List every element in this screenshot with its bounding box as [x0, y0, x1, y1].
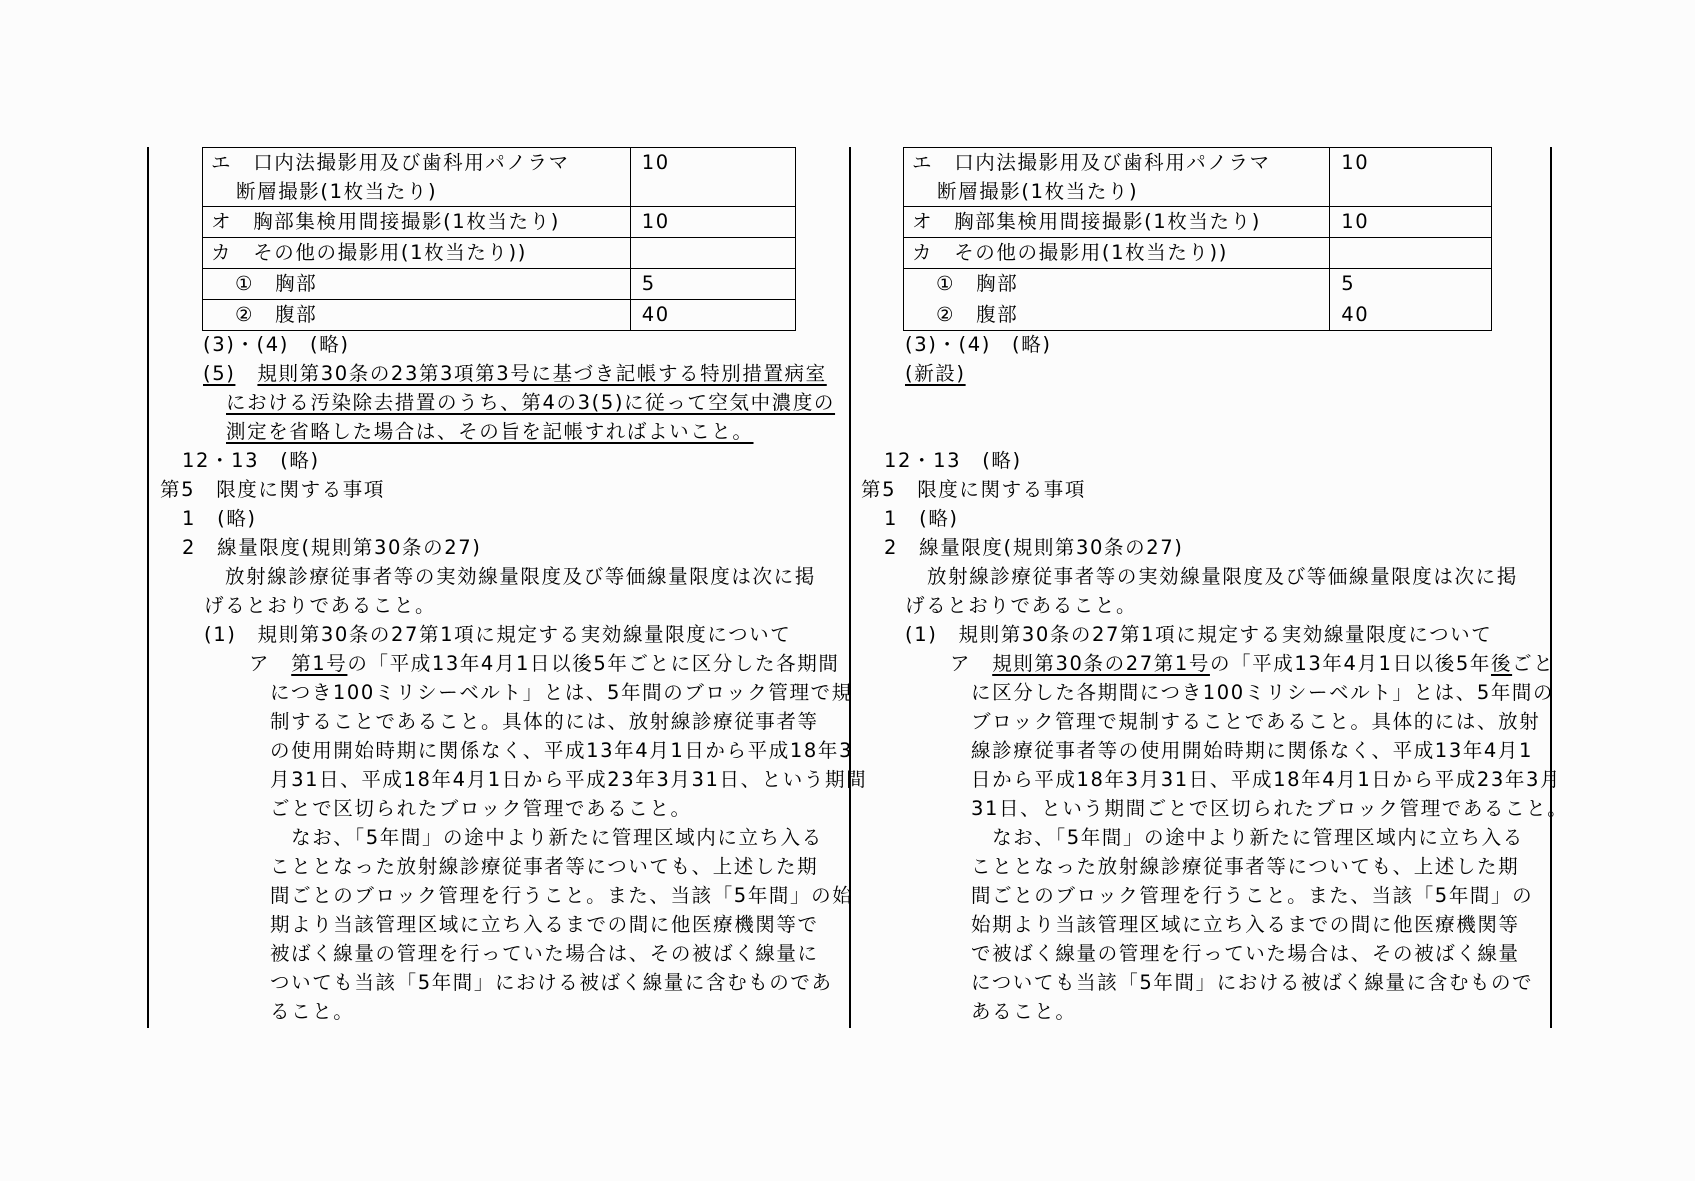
item-a-line: 被ばく線量の管理を行っていた場合は、その被ばく線量に: [270, 942, 819, 965]
row-label: カ その他の撮影用(1枚当たり)): [203, 238, 631, 269]
row-label: ① 胸部: [203, 269, 631, 300]
section-5-item-1: 1 (略): [182, 507, 257, 530]
item-a-line: 日から平成18年3月31日、平成18年4月1日から平成23年3月: [971, 768, 1562, 791]
item-a-end: ごと: [1512, 652, 1555, 675]
row-label: オ 胸部集検用間接撮影(1枚当たり): [904, 207, 1330, 238]
right-column-rule: [1550, 147, 1552, 1028]
item-5-text: 規則第30条の23第3項第3号に基づき記帳する特別措置病室: [257, 362, 827, 385]
item-a-line: につき100ミリシーベルト」とは、5年間のブロック管理で規: [270, 681, 853, 704]
section-5-title: 第5 限度に関する事項: [861, 478, 1087, 501]
item-a-line: あること。: [971, 1000, 1077, 1023]
table-row: [203, 269, 796, 300]
section-5-item-2: 2 線量限度(規則第30条の27): [884, 536, 1184, 559]
row-label-cont: 断層撮影(1枚当たり): [236, 180, 438, 203]
row-label-cont: 断層撮影(1枚当たり): [937, 180, 1139, 203]
item-a-line: に区分した各期間につき100ミリシーベルト」とは、5年間の: [971, 681, 1555, 704]
item-a-line: 間ごとのブロック管理を行うこと。また、当該「5年間」の: [971, 884, 1534, 907]
item-12-13: 12・13 (略): [182, 449, 320, 472]
row-value: 10: [1330, 207, 1492, 238]
item-a-line: ついても当該「5年間」における被ばく線量に含むものであ: [270, 971, 833, 994]
item-a-line: ること。: [270, 1000, 355, 1023]
right-dose-table: [903, 147, 1492, 331]
row-label: ① 胸部: [904, 269, 1330, 300]
item-a-line: についても当該「5年間」における被ばく線量に含むもので: [971, 971, 1534, 994]
left-column-rule: [147, 147, 149, 1028]
item-a-line1: [950, 649, 1554, 678]
item-5-line3: 測定を省略した場合は、その旨を記帳すればよいこと。: [226, 420, 754, 443]
row-value: 40: [1330, 300, 1492, 331]
table-row: [904, 207, 1492, 238]
table-row: [904, 238, 1492, 269]
item-3-4: (3)・(4) (略): [905, 333, 1052, 356]
table-row: [904, 148, 1492, 207]
intro-line-1: 放射線診療従事者等の実効線量限度及び等価線量限度は次に掲: [225, 565, 816, 588]
item-a-line: 制することであること。具体的には、放射線診療従事者等: [270, 710, 819, 733]
row-label: エ 口内法撮影用及び歯科用パノラマ: [211, 151, 570, 174]
item-12-13: 12・13 (略): [884, 449, 1022, 472]
table-row: [203, 238, 796, 269]
row-value: 40: [630, 300, 795, 331]
row-label: カ その他の撮影用(1枚当たり)): [904, 238, 1330, 269]
item-a-underlined-2: 後: [1490, 652, 1513, 675]
subsection-1-title: (1) 規則第30条の27第1項に規定する実効線量限度について: [204, 623, 792, 646]
row-value: [630, 238, 795, 269]
item-a-underlined: 第1号: [291, 652, 348, 675]
item-a-line: 期より当該管理区域に立ち入るまでの間に他医療機関等で: [270, 913, 819, 936]
intro-line-1: 放射線診療従事者等の実効線量限度及び等価線量限度は次に掲: [927, 565, 1518, 588]
row-value: 10: [630, 207, 795, 238]
item-3-4: (3)・(4) (略): [203, 333, 350, 356]
item-a-line: 間ごとのブロック管理を行うこと。また、当該「5年間」の始: [270, 884, 854, 907]
item-a-line: 始期より当該管理区域に立ち入るまでの間に他医療機関等: [971, 913, 1520, 936]
row-label: ② 腹部: [904, 300, 1330, 331]
section-5-item-2: 2 線量限度(規則第30条の27): [182, 536, 482, 559]
table-row: [203, 207, 796, 238]
table-row: [203, 148, 796, 207]
item-a-rest: の「平成13年4月1日以後5年ごとに区分した各期間: [347, 652, 840, 675]
item-a-line: こととなった放射線診療従事者等についても、上述した期: [270, 855, 819, 878]
item-a-line: で被ばく線量の管理を行っていた場合は、その被ばく線量: [971, 942, 1520, 965]
table-row: [904, 300, 1492, 331]
section-5-item-1: 1 (略): [884, 507, 959, 530]
row-value: 5: [630, 269, 795, 300]
item-a-mid: の「平成13年4月1日以後5年: [1209, 652, 1491, 675]
item-a-line: ブロック管理で規制することであること。具体的には、放射: [971, 710, 1541, 733]
row-value: 10: [1330, 148, 1492, 207]
item-a-line: 月31日、平成18年4月1日から平成23年3月31日、という期間: [270, 768, 868, 791]
row-value: [1330, 238, 1492, 269]
item-a-line: ごとで区切られたブロック管理であること。: [270, 797, 692, 820]
left-dose-table: [202, 147, 796, 331]
subsection-1-title: (1) 規則第30条の27第1項に規定する実効線量限度について: [905, 623, 1493, 646]
row-value: 10: [630, 148, 795, 207]
item-a-line: なお、「5年間」の途中より新たに管理区域内に立ち入る: [270, 826, 823, 849]
row-label: ② 腹部: [203, 300, 631, 331]
row-label: エ 口内法撮影用及び歯科用パノラマ: [912, 151, 1271, 174]
item-5-number: (5): [203, 362, 236, 385]
row-value: 5: [1330, 269, 1492, 300]
item-a-line: 線診療従事者等の使用開始時期に関係なく、平成13年4月1: [971, 739, 1534, 762]
item-a-line: こととなった放射線診療従事者等についても、上述した期: [971, 855, 1520, 878]
item-a-prefix: ア: [950, 652, 993, 675]
item-a-underlined: 規則第30条の27第1号: [992, 652, 1210, 675]
item-a-line: の使用開始時期に関係なく、平成13年4月1日から平成18年3: [270, 739, 853, 762]
table-row: [203, 300, 796, 331]
table-row: [904, 269, 1492, 300]
row-label: オ 胸部集検用間接撮影(1枚当たり): [203, 207, 631, 238]
item-a-line: なお、「5年間」の途中より新たに管理区域内に立ち入る: [971, 826, 1524, 849]
intro-line-2: げるとおりであること。: [905, 594, 1138, 617]
item-a-line1: [249, 649, 839, 678]
section-5-title: 第5 限度に関する事項: [160, 478, 386, 501]
item-a-line: 31日、という期間ごとで区切られたブロック管理であること。: [971, 797, 1569, 820]
new-item-placeholder: (新設): [905, 362, 966, 385]
item-5-line2: における汚染除去措置のうち、第4の3(5)に従って空気中濃度の: [226, 391, 836, 414]
item-a-prefix: ア: [249, 652, 292, 675]
item-5-line1: [203, 359, 827, 388]
intro-line-2: げるとおりであること。: [204, 594, 437, 617]
